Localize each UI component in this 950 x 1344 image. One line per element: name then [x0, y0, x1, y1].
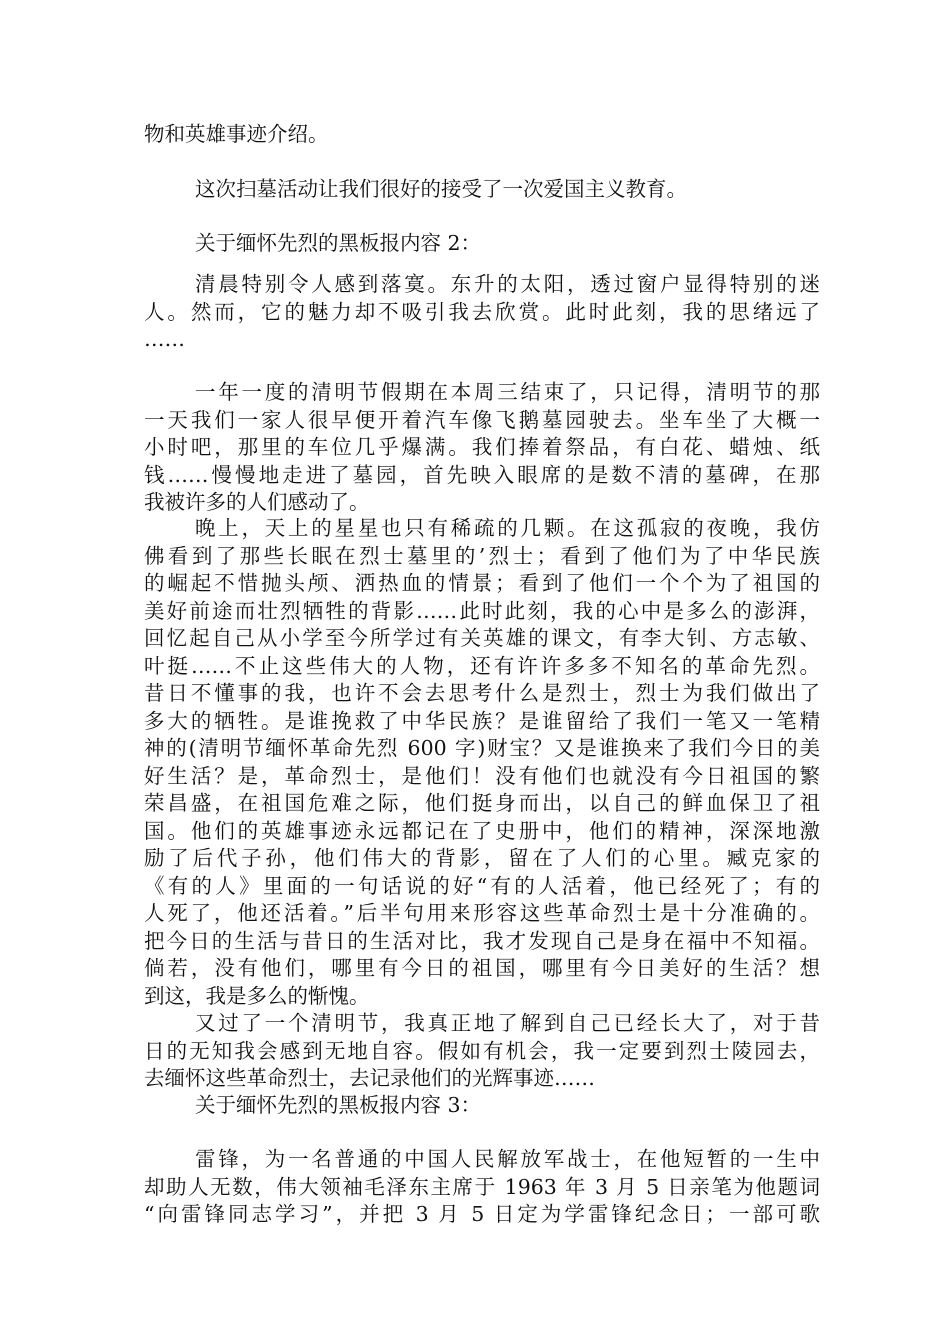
text-line: 荣昌盛，在祖国危难之际，他们挺身而出，以自己的鲜血保卫了祖 [144, 791, 820, 815]
text-line: 把今日的生活与昔日的生活对比，我才发现自己是身在福中不知福。 [144, 928, 820, 953]
text-line: 清晨特别令人感到落寞。东升的太阳，透过窗户显得特别的迷 [195, 272, 820, 296]
text-line: 多大的牺牲。是谁挽救了中华民族？是谁留给了我们一笔又一笔精 [144, 708, 820, 733]
text-line: 物和英雄事迹介绍。 [144, 122, 329, 146]
section-heading-text: 关于缅怀先烈的黑板报内容 3： [195, 1093, 482, 1117]
text-line: 去缅怀这些革命烈士，去记录他们的光辉事迹…… [144, 1066, 595, 1090]
section-heading-2 [144, 230, 820, 258]
text-line: 倘若，没有他们，哪里有今日的祖国，哪里有今日美好的生活？想 [144, 956, 820, 980]
text-line: 日的无知我会感到无地自容。假如有机会，我一定要到烈士陵园去， [144, 1038, 820, 1063]
paragraph-summary [144, 176, 820, 204]
text-line: 好生活？是，革命烈士，是他们！没有他们也就没有今日祖国的繁 [144, 763, 820, 788]
text-line: 叶挺……不止这些伟大的人物，还有许许多多不知名的革命先烈。 [144, 653, 820, 678]
text-line: 神的(清明节缅怀革命先烈 600 字)财宝？又是谁换来了我们今日的美 [144, 736, 820, 760]
text-line: 我被许多的人们感动了。 [144, 490, 370, 514]
text-line: 却助人无数，伟大领袖毛泽东主席于 1963 年 3 月 5 日亲笔为他题词 [144, 1174, 820, 1199]
paragraph-qingming-visit [144, 379, 820, 517]
text-line: 一天我们一家人很早便开着汽车像飞鹅墓园驶去。坐车坐了大概一 [144, 407, 820, 432]
text-line: 人死了，他还活着。”后半句用来形容这些革命烈士是十分准确的。 [144, 901, 820, 925]
text-line: 钱……慢慢地走进了墓园，首先映入眼席的是数不清的墓碑，在那 [144, 462, 820, 487]
text-line: 到这，我是多么的惭愧。 [144, 983, 370, 1008]
paragraph-night-reflection [144, 515, 820, 1010]
text-line: 励了后代子孙，他们伟大的背影，留在了人们的心里。臧克家的 [144, 846, 820, 870]
text-line: 美好前途而壮烈牺牲的背影……此时此刻，我的心中是多么的澎湃， [144, 598, 820, 623]
text-line: 又过了一个清明节，我真正地了解到自己已经长大了，对于昔 [195, 1011, 820, 1035]
text-line: 一年一度的清明节假期在本周三结束了，只记得，清明节的那 [195, 380, 820, 404]
text-line: 晚上，天上的星星也只有稀疏的几颗。在这孤寂的夜晚，我仿 [195, 516, 820, 540]
text-line: 佛看到了那些长眠在烈士墓里的’烈士；看到了他们为了中华民族 [144, 543, 820, 568]
paragraph-growing-up [144, 1010, 820, 1093]
paragraph-lei-feng [144, 1146, 820, 1229]
text-line: 国。他们的英雄事迹永远都记在了史册中，他们的精神，深深地激 [144, 818, 820, 843]
paragraph-morning [144, 271, 820, 354]
text-line: 回忆起自己从小学至今所学过有关英雄的课文，有李大钊、方志敏、 [144, 626, 820, 650]
section-heading-3 [144, 1092, 820, 1120]
text-line: “向雷锋同志学习”，并把 3 月 5 日定为学雷锋纪念日；一部可歌 [144, 1202, 820, 1226]
text-line: 雷锋，为一名普通的中国人民解放军战士，在他短暂的一生中 [195, 1147, 820, 1171]
text-line: 《有的人》里面的一句话说的好“有的人活着，他已经死了；有的 [144, 873, 820, 898]
text-line: 小时吧，那里的车位几乎爆满。我们捧着祭品，有白花、蜡烛、纸 [144, 435, 820, 459]
text-line: 这次扫墓活动让我们很好的接受了一次爱国主义教育。 [195, 177, 687, 201]
paragraph-continuation [144, 121, 820, 149]
text-line: 人。然而，它的魅力却不吸引我去欣赏。此时此刻，我的思绪远了 [144, 299, 820, 324]
text-line: 的崛起不惜抛头颅、洒热血的情景；看到了他们一个个为了祖国的 [144, 571, 820, 595]
text-line: …… [144, 327, 185, 351]
section-heading-text: 关于缅怀先烈的黑板报内容 2： [195, 231, 482, 255]
text-line: 昔日不懂事的我，也许不会去思考什么是烈士，烈士为我们做出了 [144, 681, 820, 705]
